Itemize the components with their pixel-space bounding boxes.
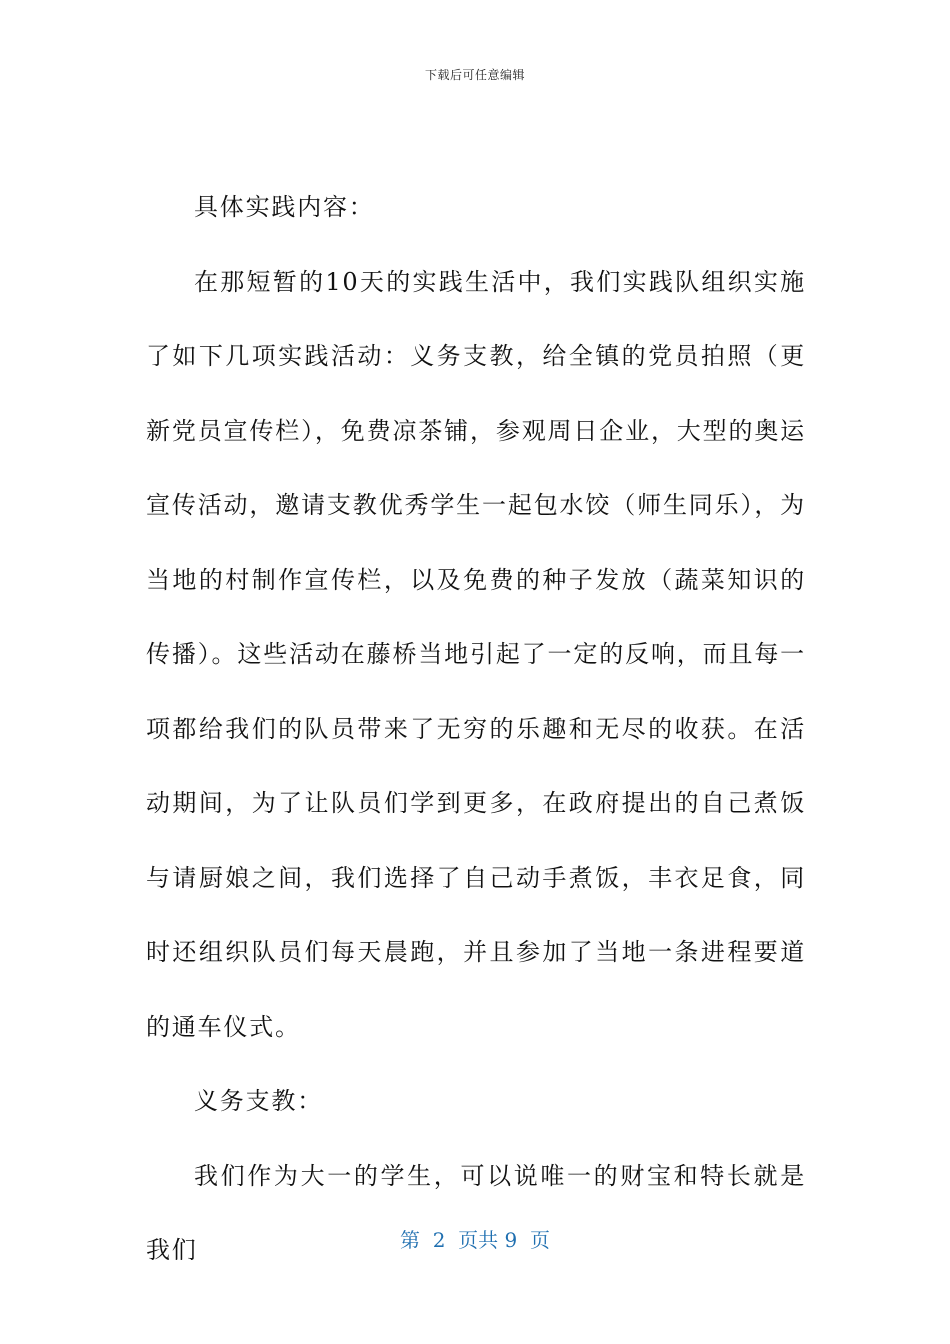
page-footer: 第 2 页共 9 页 (400, 1228, 550, 1252)
section-heading-volunteer-teaching: 义务支教： (194, 1087, 323, 1115)
section-heading-practice-content: 具体实践内容： (194, 193, 375, 221)
paragraph-volunteer-teaching: 我们作为大一的学生，可以说唯一的财宝和特长就是我们 (146, 1161, 806, 1264)
page-header: 下载后可任意编辑 (424, 68, 525, 82)
document-body (146, 170, 806, 1288)
paragraph-practice-activities: 在那短暂的10天的实践生活中，我们实践队组织实施了如下几项实践活动：义务支教，给全镇的党员拍照（更新党员宣传栏），免费凉茶铺，参观周日企业，大型的奥运宣传活动，邀请支教优秀学生一起包水饺（师生同乐），为当地的村制作宣传栏，以及免费的种子发放（蔬菜知识的传播）。这些活动在藤桥当地引起了一定的反响，而且每一项都给我们的队员带来了无穷的乐趣和无尽的收获。在活动期间，为了让队员们学到更多，在政府提出的自己煮饭与请厨娘之间，我们选择了自己动手煮饭，丰衣足食，同时还组织队员们每天晨跑，并且参加了当地一条进程要道的通车仪式。 (146, 267, 806, 1041)
